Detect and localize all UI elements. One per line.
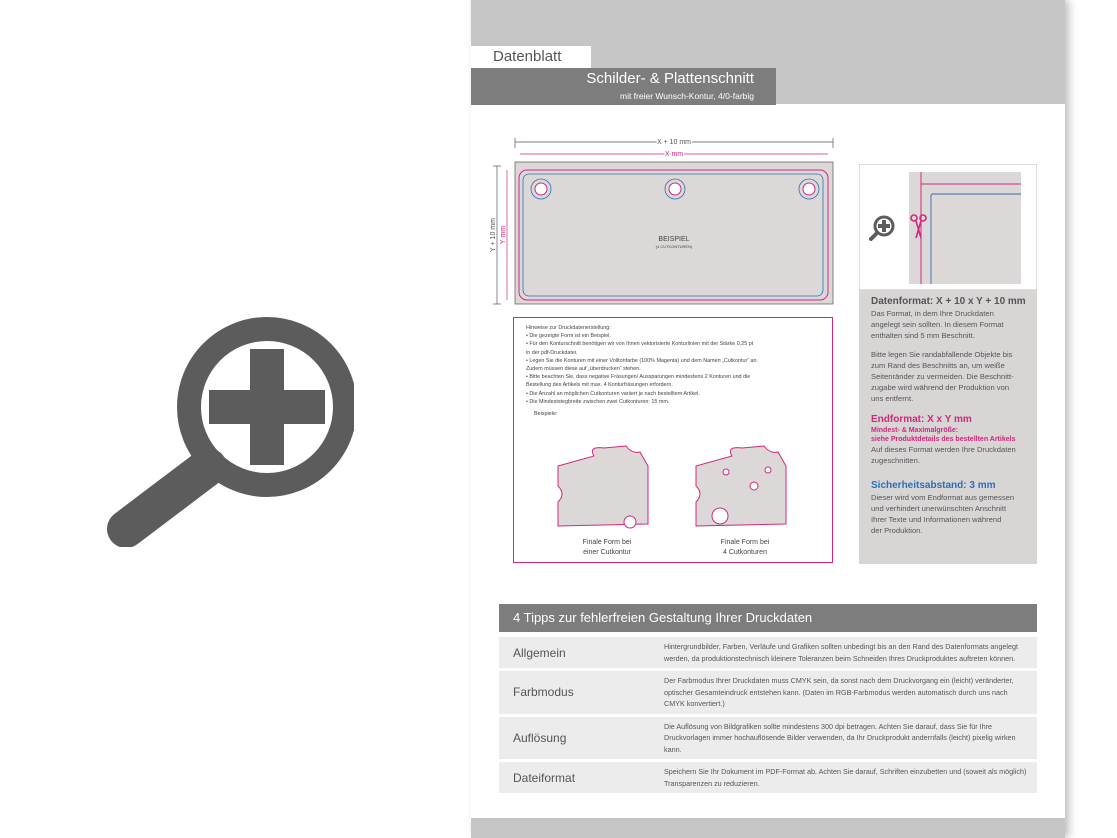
datasheet-label: Datenblatt — [471, 46, 591, 68]
height-inner-label: Y mm — [500, 225, 507, 245]
dataformat-heading: Datenformat: X + 10 x Y + 10 mm — [871, 296, 1026, 307]
safety-text: Dieser wird vom Endformat aus gemessen und verhindert unerwünschten Anschnitt Ihrer Texte und Informationen während der Produktion. — [871, 493, 1015, 535]
page-subtitle: mit freier Wunsch-Kontur, 4/0-farbig — [619, 91, 754, 101]
tips-heading: 4 Tipps zur fehlerfreien Gestaltung Ihrer Druckdaten — [499, 604, 1037, 632]
safety-heading: Sicherheitsabstand: 3 mm — [871, 480, 996, 491]
tip-label: Dateiformat — [513, 770, 576, 785]
hint-item: • Für den Konturschnitt benötigen wir von Ihnen vektorisierte Konturlinien mit der Stärke 0,25 pt — [526, 341, 754, 348]
endformat-note: Mindest- & Maximalgröße: siehe Produktdetails des bestellten Artikels — [871, 427, 1016, 443]
zoom-in-icon[interactable] — [104, 317, 354, 547]
height-outer-label: Y + 10 mm — [490, 218, 497, 252]
example-label: BEISPIEL — [658, 236, 690, 243]
bleed-text: Bitte legen Sie randabfallende Objekte bis zum Rand des Beschnitts an, um weiße Seitenränder zu vermeiden. Die Beschnitt- zugabe wird während der Produktion von uns entfernt. — [871, 350, 1014, 403]
format-diagram — [485, 134, 835, 310]
caption-one-cutkontur: Finale Form bei einer Cutkontur — [582, 539, 632, 556]
hint-item: Zudem müssen diese auf „überdrucken“ stehen. — [526, 366, 641, 373]
endformat-text: Auf dieses Format werden Ihre Druckdaten zugeschnitten. — [871, 445, 1016, 465]
hint-item: in der pdf-Druckdatei. — [526, 349, 578, 356]
table-row — [499, 717, 1037, 760]
cutkontur-examples — [544, 444, 824, 532]
hint-item: • Bitte beachten Sie, dass negative Fräsungen/ Aussparungen mindestens 2 Konturen und die — [526, 374, 751, 381]
hint-item: Bestellung des Artikels mit max. 4 Konturfräsungen erfordern. — [526, 382, 673, 389]
width-outer-label: X + 10 mm — [656, 139, 692, 146]
caption-four-cutkonturen: Finale Form bei 4 Cutkonturen — [720, 539, 770, 556]
datasheet-page — [471, 0, 1065, 838]
hint-item: • Die Mindeststegbreite zwischen zwei Cutkonturen: 15 mm. — [526, 398, 670, 405]
hint-item: • Legen Sie die Konturen mit einer Volltonfarbe (100% Magenta) und dem Namen „Cutkontur“ an. — [526, 357, 759, 364]
footer-band — [471, 818, 1065, 838]
tip-text: Der Farbmodus Ihrer Druckdaten muss CMYK sein, da sonst nach dem Druckvorgang ein (leicht) veränderter, optischer Gesamteindruck entstehen kann. (Daten im RGB-Farbmodus werden automatisch durch uns nach CMYK konvertiert.) — [664, 676, 1014, 708]
examples-label: Beispiele: — [534, 411, 558, 418]
width-inner-label: X mm — [664, 151, 684, 158]
tip-text: Die Auflösung von Bildgrafiken sollte mindestens 300 dpi betragen. Achten Sie darauf, dass Sie für Ihre Druckvorlagen immer hochauflösende Bilder verwenden, da Ihr Druckprodukt andernfalls (leicht) pixelig wirken kann. — [664, 721, 1016, 754]
tip-label: Farbmodus — [513, 685, 574, 700]
hint-item: • Die gezeigte Form ist ein Beispiel. — [526, 333, 611, 340]
table-row — [499, 762, 1037, 793]
hints-box — [513, 317, 833, 563]
page-title: Schilder- & Plattenschnitt — [586, 70, 754, 87]
tip-label: Allgemein — [513, 645, 566, 660]
table-row — [499, 671, 1037, 714]
title-bar — [471, 68, 776, 105]
tip-text: Speichern Sie Ihr Dokument im PDF-Format ab. Achten Sie darauf, Schriften einzubetten und (soweit als möglich) Transparenzen zu reduzieren. — [664, 767, 1027, 788]
example-sublabel: (4 CUTKONTUREN) — [655, 244, 693, 249]
tip-text: Hintergrundbilder, Farben, Verläufe und Grafiken sollten unbedingt bis an den Rand des Datenformats angelegt werden, da produktionstechnisch kleinere Toleranzen beim Schneiden Ihres Druckproduktes auftreten können. — [664, 642, 1019, 663]
hints-title: Hinweise zur Druckdatenerstellung: — [526, 325, 611, 331]
hint-item: • Die Anzahl an möglichen Cutkonturen variiert je nach bestelltem Artikel. — [526, 390, 700, 397]
endformat-heading: Endformat: X x Y mm — [871, 414, 972, 425]
format-info-box — [859, 290, 1037, 564]
tips-table — [499, 637, 1037, 796]
tip-label: Auflösung — [513, 730, 567, 745]
table-row — [499, 637, 1037, 668]
bleed-detail — [859, 164, 1037, 290]
dataformat-text: Das Format, in dem Ihre Druckdaten angelegt sein sollten. In diesem Format enthalten sind 5 mm Beschnitt. — [871, 309, 1004, 340]
